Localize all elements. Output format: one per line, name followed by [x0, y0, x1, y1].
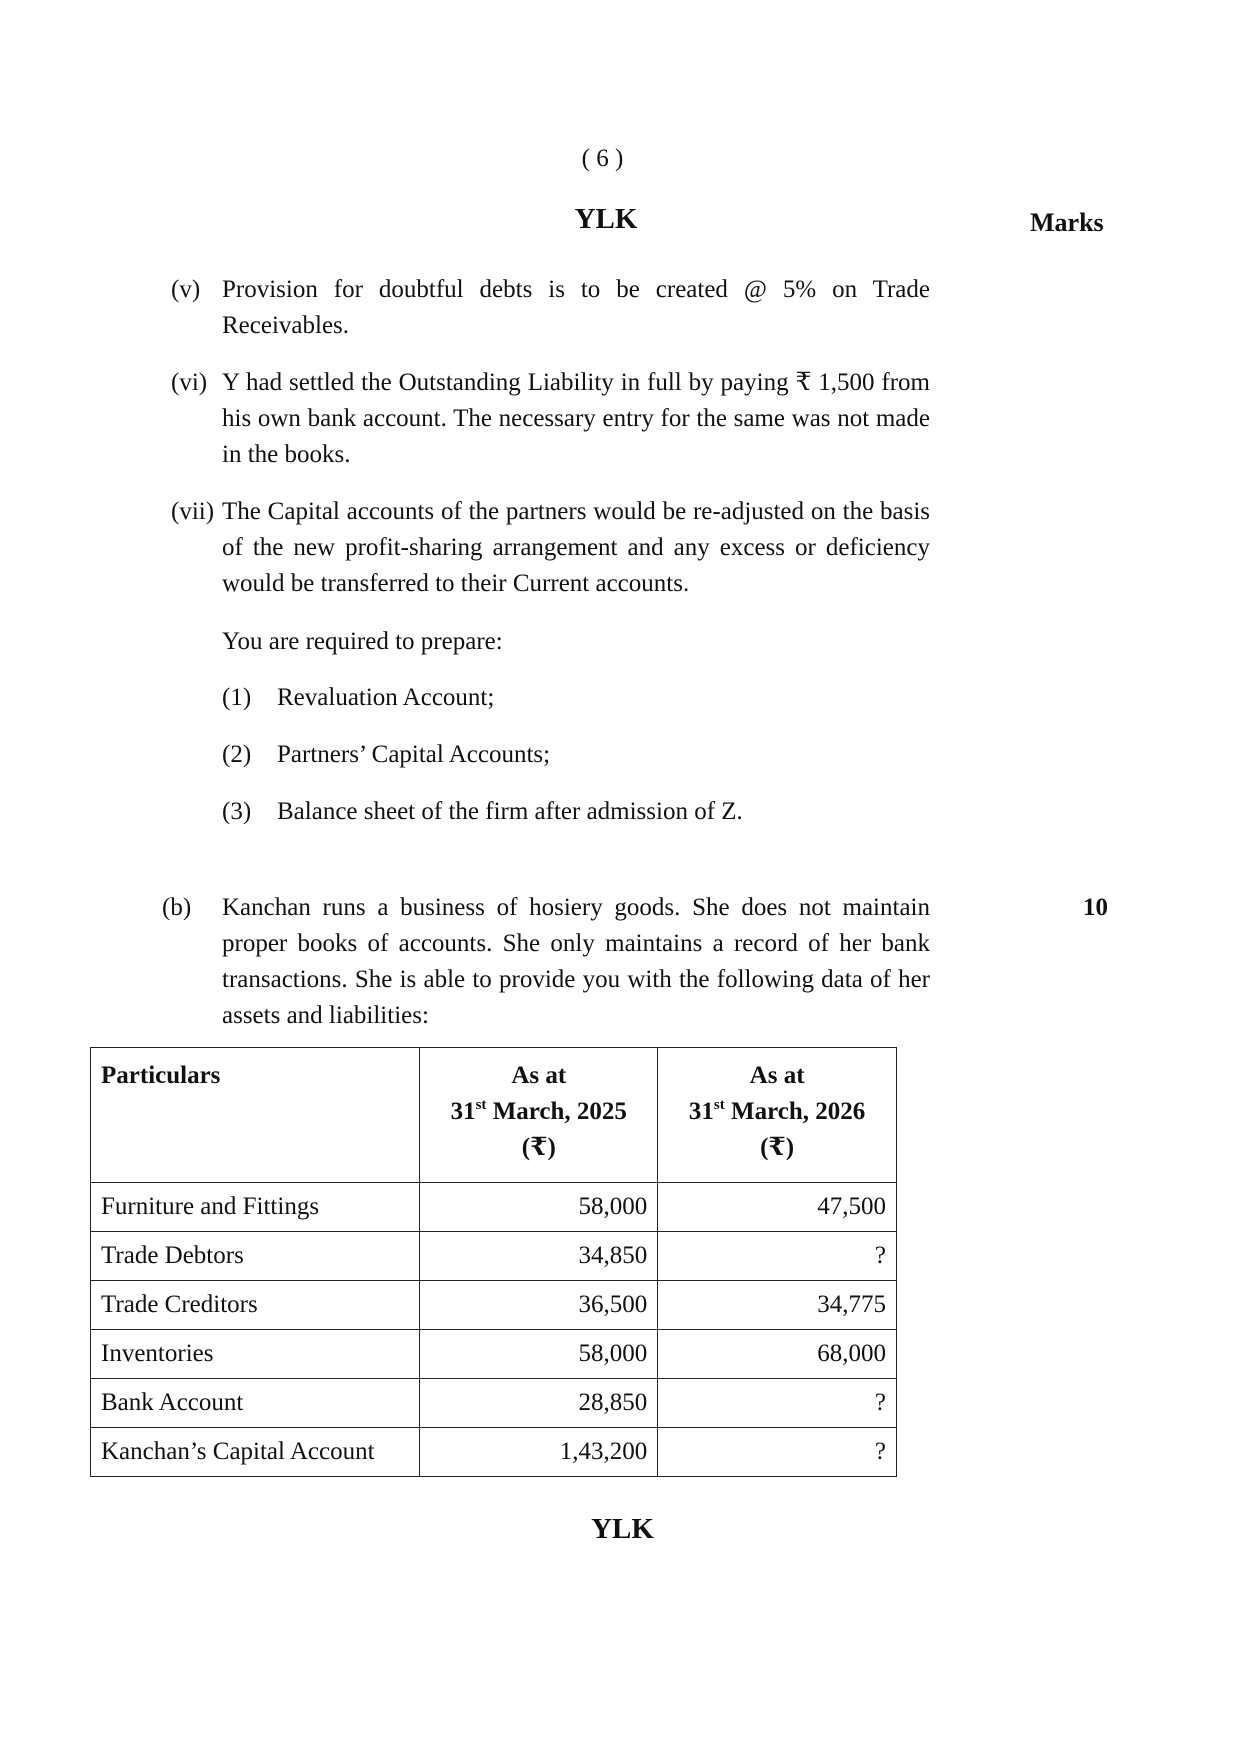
particular-cell: Trade Creditors	[91, 1281, 420, 1330]
table-header-row	[91, 1048, 897, 1183]
condition-vii	[171, 494, 931, 602]
table-row	[91, 1232, 897, 1281]
particular-cell: Inventories	[91, 1330, 420, 1379]
value-2025-cell: 58,000	[420, 1183, 658, 1232]
prepare-item-1	[222, 680, 922, 716]
item-number: (vi)	[171, 369, 208, 396]
paper-code: YLK	[574, 203, 638, 235]
header-particulars: Particulars	[91, 1048, 420, 1183]
item-number: (v)	[171, 276, 201, 303]
particular-cell: Kanchan’s Capital Account	[91, 1428, 420, 1477]
list-text: Balance sheet of the firm after admission of Z.	[277, 798, 743, 825]
item-number: (vii)	[171, 498, 215, 525]
prepare-intro: You are required to prepare:	[222, 628, 503, 655]
condition-v	[171, 272, 931, 344]
header-as-at: As at	[749, 1062, 805, 1089]
list-number: (3)	[222, 798, 252, 825]
question-marks: 10	[1083, 894, 1108, 921]
item-text: The Capital accounts of the partners would be re-adjusted on the basis of the new profit-sharing arrangement and any excess or deficiency would be transferred to their Current accounts.	[222, 498, 930, 597]
value-2026-cell: 34,775	[658, 1281, 897, 1330]
condition-vi	[171, 365, 931, 473]
question-text: Kanchan runs a business of hosiery goods. She does not maintain proper books of accounts. She only maintains a record of her bank transactions. She is able to provide you with the following data of her assets and liabilities:	[222, 894, 930, 1029]
header-as-at: As at	[511, 1062, 567, 1089]
particular-cell: Trade Debtors	[91, 1232, 420, 1281]
list-text: Revaluation Account;	[277, 684, 495, 711]
header-2025	[420, 1048, 658, 1183]
table-row	[91, 1428, 897, 1477]
table-row	[91, 1183, 897, 1232]
value-2025-cell: 34,850	[420, 1232, 658, 1281]
value-2026-cell: ?	[658, 1379, 897, 1428]
item-text: Provision for doubtful debts is to be created @ 5% on Trade Receivables.	[222, 276, 930, 339]
assets-liabilities-table	[90, 1047, 897, 1477]
value-2025-cell: 36,500	[420, 1281, 658, 1330]
table-row	[91, 1379, 897, 1428]
page-number: ( 6 )	[581, 145, 624, 172]
footer-code: YLK	[591, 1513, 654, 1545]
header-2026	[658, 1048, 897, 1183]
prepare-item-2	[222, 737, 922, 773]
value-2026-cell: ?	[658, 1428, 897, 1477]
value-2025-cell: 1,43,200	[420, 1428, 658, 1477]
list-number: (2)	[222, 741, 252, 768]
question-b	[162, 890, 932, 1034]
table-row	[91, 1281, 897, 1330]
value-2026-cell: ?	[658, 1232, 897, 1281]
header-date: 31st March, 2026	[688, 1097, 866, 1125]
prepare-item-3	[222, 794, 922, 830]
value-2025-cell: 58,000	[420, 1330, 658, 1379]
value-2026-cell: 68,000	[658, 1330, 897, 1379]
value-2025-cell: 28,850	[420, 1379, 658, 1428]
header-unit: (₹)	[521, 1134, 556, 1161]
question-label: (b)	[162, 894, 192, 921]
value-2026-cell: 47,500	[658, 1183, 897, 1232]
table-row	[91, 1330, 897, 1379]
list-text: Partners’ Capital Accounts;	[277, 741, 551, 768]
list-number: (1)	[222, 684, 252, 711]
marks-heading: Marks	[1030, 208, 1104, 237]
particular-cell: Furniture and Fittings	[91, 1183, 420, 1232]
item-text: Y had settled the Outstanding Liability in full by paying ₹ 1,500 from his own bank account. The necessary entry for the same was not made in the books.	[222, 369, 930, 468]
particular-cell: Bank Account	[91, 1379, 420, 1428]
header-date: 31st March, 2025	[450, 1097, 627, 1125]
header-unit: (₹)	[760, 1134, 795, 1161]
